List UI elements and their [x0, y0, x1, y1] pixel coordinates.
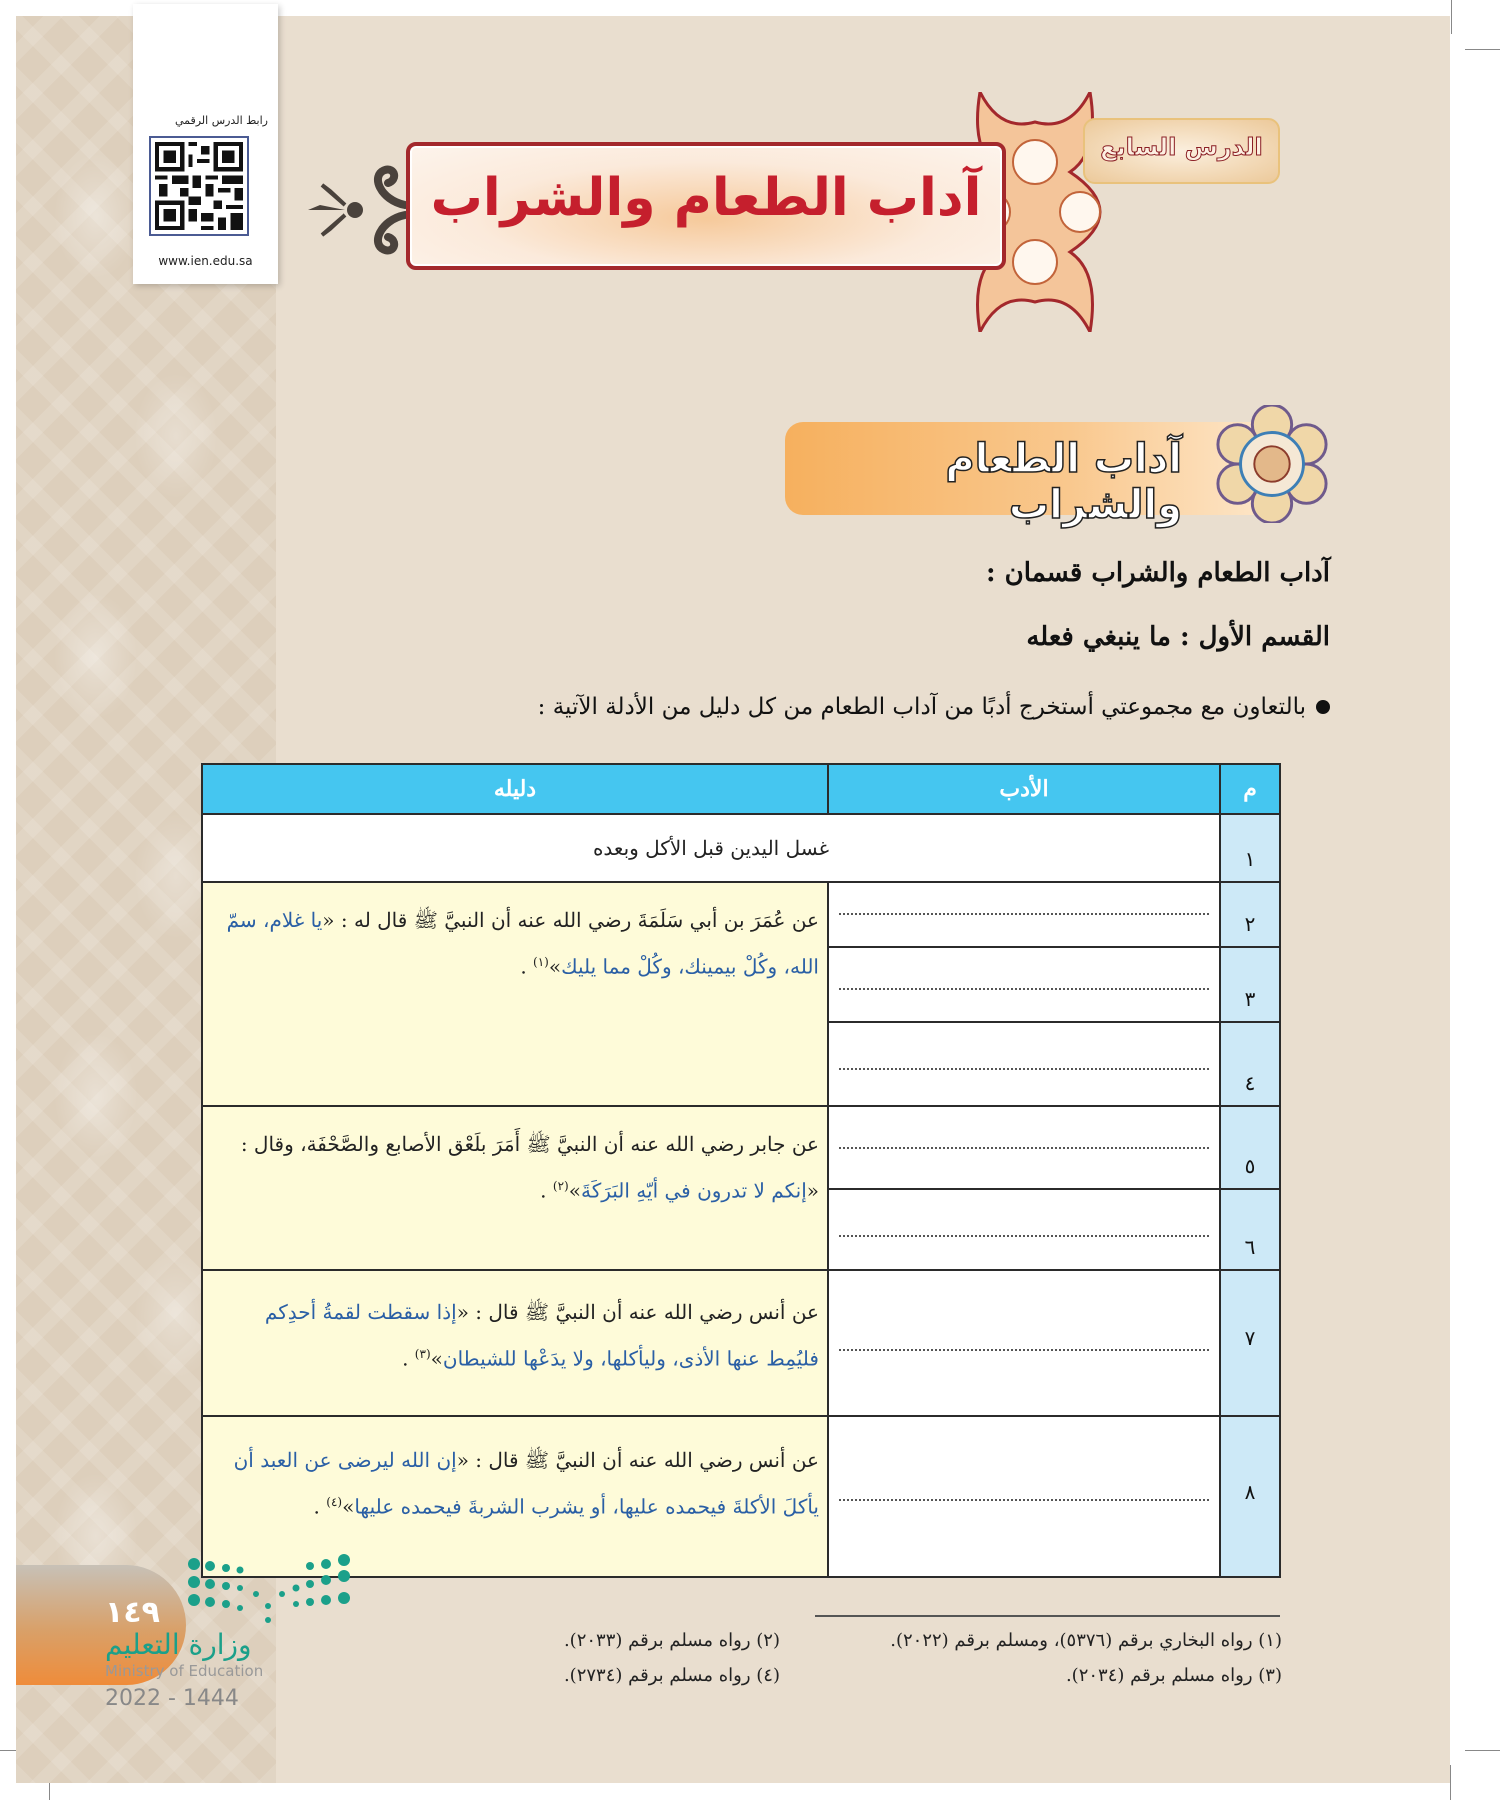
footnote-ref[interactable]: (١): [533, 955, 549, 969]
adab-answer-field[interactable]: [828, 1270, 1220, 1416]
row-number: ٢: [1220, 882, 1280, 947]
row-number: ٤: [1220, 1022, 1280, 1106]
instruction-text: بالتعاون مع مجموعتي أستخرج أدبًا من آداب الطعام من كل دليل من الأدلة الآتية :: [537, 694, 1306, 720]
hadith-quote: إنكم لا تدرون في أيّهِ البَرَكَةَ: [580, 1178, 807, 1203]
etiquette-table: [201, 763, 1281, 1578]
footnote-ref[interactable]: (٣): [414, 1347, 431, 1361]
adab-answer-field[interactable]: [828, 1106, 1220, 1189]
row-number: ١: [1220, 814, 1280, 882]
evidence-text: عن جابر رضي الله عنه أن النبيَّ ﷺ أَمَرَ بلَعْق الأصابع والصَّحْفَة، وقال : «إنكم لا تدرون في أيّهِ البَرَكَةَ»$^{(٢)}$ .: [202, 1106, 828, 1270]
adab-answer-field[interactable]: [828, 1416, 1220, 1577]
row-number: ٥: [1220, 1106, 1280, 1189]
edition-year: 2022 - 1444: [105, 1686, 239, 1711]
footnote-ref[interactable]: (٢): [552, 1179, 569, 1193]
ministry-name-en: Ministry of Education: [105, 1662, 264, 1680]
crop-mark: [1465, 1750, 1500, 1751]
footnote-2: (٢) رواه مسلم برقم (٢٠٣٣).: [563, 1630, 780, 1651]
row-number: ٣: [1220, 947, 1280, 1022]
table-row: [202, 882, 1280, 947]
small-rosette-icon: [1213, 405, 1331, 523]
row-number: ٦: [1220, 1189, 1280, 1270]
table-row: [202, 1106, 1280, 1189]
row-number: ٧: [1220, 1270, 1280, 1416]
instruction: [538, 694, 1330, 720]
qr-url[interactable]: www.ien.edu.sa: [158, 254, 253, 268]
qr-label: رابط الدرس الرقمي: [174, 114, 268, 127]
lesson-title: آداب الطعام والشراب: [430, 168, 982, 228]
evidence-text: عن أنس رضي الله عنه أن النبيَّ ﷺ قال : «إن الله ليرضى عن العبد أن يأكلَ الأكلةَ فيحمده عليها، أو يشرب الشربةَ فيحمده عليها»$^{(٤)}$ .: [202, 1416, 828, 1577]
table-row: [202, 1270, 1280, 1416]
crop-mark: [1465, 49, 1500, 50]
lesson-number-badge: [1083, 118, 1280, 184]
section-banner: [785, 422, 1260, 528]
page-number: ١٤٩: [105, 1595, 160, 1630]
table-row: [202, 1416, 1280, 1577]
hadith-quote: إذا سقطت لقمةُ أحدِكم فليُمِط عنها الأذى، وليأكلها، ولا يدَعْها للشيطان: [264, 1300, 819, 1371]
row-number: ٨: [1220, 1416, 1280, 1577]
header-adab: الأدب: [828, 764, 1220, 814]
lesson-title-frame: [406, 142, 1006, 270]
row-text: غسل اليدين قبل الأكل وبعده: [202, 814, 1220, 882]
header-evidence: دليله: [202, 764, 828, 814]
adab-answer-field[interactable]: [828, 947, 1220, 1022]
ministry-name-ar: وزارة التعليم: [105, 1628, 252, 1661]
table-row: [202, 814, 1280, 882]
section-title: آداب الطعام والشراب: [945, 436, 1182, 528]
bullet-icon: [1316, 700, 1330, 714]
footnote-divider: [815, 1615, 1280, 1617]
hadith-quote: إن الله ليرضى عن العبد أن يأكلَ الأكلةَ فيحمده عليها، أو يشرب الشربةَ فيحمده عليها: [233, 1448, 819, 1519]
crop-mark: [1451, 0, 1452, 34]
qr-card[interactable]: [133, 4, 278, 284]
footnote-1: (١) رواه البخاري برقم (٥٣٧٦)، ومسلم برقم (٢٠٢٢).: [890, 1630, 1282, 1651]
adab-answer-field[interactable]: [828, 882, 1220, 947]
footnote-ref[interactable]: (٤): [326, 1495, 343, 1509]
heading-part-one: القسم الأول : ما ينبغي فعله: [1026, 622, 1330, 652]
lesson-number-label: الدرس السابع: [1100, 133, 1263, 161]
hadith-quote: يا غلام، سمّ الله، وكُلْ بيمينك، وكُلْ مما يليك: [226, 908, 819, 979]
qr-code-icon[interactable]: [149, 136, 249, 236]
footnote-3: (٣) رواه مسلم برقم (٢٠٣٤).: [1065, 1665, 1282, 1686]
crop-mark: [1450, 1765, 1451, 1800]
adab-answer-field[interactable]: [828, 1189, 1220, 1270]
ministry-logo-dots-icon: [186, 1554, 356, 1626]
footnote-4: (٤) رواه مسلم برقم (٢٧٣٤).: [563, 1665, 780, 1686]
table-header-row: [202, 764, 1280, 814]
heading-categories: آداب الطعام والشراب قسمان :: [986, 558, 1330, 588]
header-num: م: [1220, 764, 1280, 814]
evidence-text: عن عُمَرَ بن أبي سَلَمَةَ رضي الله عنه أن النبيَّ ﷺ قال له : «يا غلام، سمّ الله، وكُلْ بيمينك، وكُلْ مما يليك»$^{(١)}$ .: [202, 882, 828, 1106]
adab-answer-field[interactable]: [828, 1022, 1220, 1106]
scroll-ornament-icon: [300, 155, 410, 265]
evidence-text: عن أنس رضي الله عنه أن النبيَّ ﷺ قال : «إذا سقطت لقمةُ أحدِكم فليُمِط عنها الأذى، وليأكلها، ولا يدَعْها للشيطان»$^{(٣)}$ .: [202, 1270, 828, 1416]
